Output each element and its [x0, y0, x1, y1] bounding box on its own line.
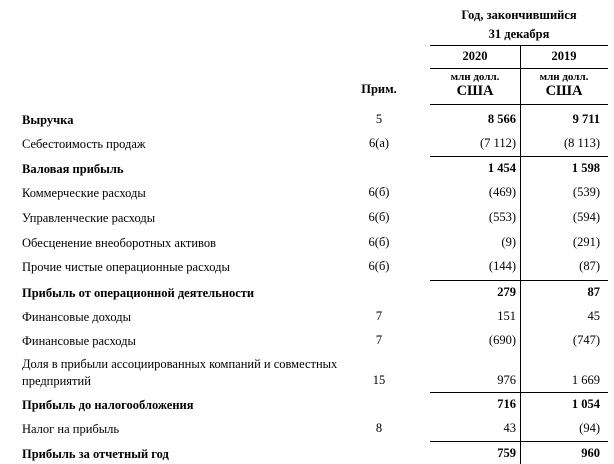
row-value-2019: 1 054: [571, 397, 600, 411]
unit-2019-small: млн долл.: [539, 71, 589, 83]
period-line-2: 31 декабря: [488, 27, 550, 41]
row-value-2020: (7 112): [480, 136, 516, 150]
note-column-header: Прим.: [361, 82, 397, 96]
row-label: Управленческие расходы: [22, 211, 156, 225]
row-value-2019: (539): [572, 185, 600, 199]
row-value-2020: 1 454: [487, 161, 516, 175]
row-note: 6(б): [368, 210, 390, 224]
row-label: Прочие чистые операционные расходы: [22, 260, 230, 274]
row-value-2019: 9 711: [572, 112, 600, 126]
row-note: 5: [375, 112, 383, 126]
subtotal-rule: [430, 280, 608, 281]
row-value-2020: 716: [497, 397, 516, 411]
row-value-2019: 45: [587, 309, 600, 323]
row-value-2020: (690): [488, 333, 516, 347]
row-label: Прибыль до налогообложения: [22, 398, 194, 412]
row-value-2019: 960: [581, 446, 600, 460]
row-label: Налог на прибыль: [22, 422, 120, 436]
unit-2020-big: США: [456, 83, 494, 99]
row-value-2020: (144): [488, 259, 516, 273]
row-note: 6(б): [368, 259, 390, 273]
row-label: Себестоимость продаж: [22, 137, 146, 151]
row-label: Обесценение внеоборотных активов: [22, 236, 216, 250]
row-value-2020: (469): [488, 185, 516, 199]
row-value-2019: (8 113): [564, 136, 600, 150]
row-note: 7: [375, 309, 383, 323]
row-label: Финансовые расходы: [22, 334, 136, 348]
header-rule-years: [430, 68, 608, 69]
row-note: 6(б): [368, 185, 390, 199]
row-value-2020: 279: [497, 285, 516, 299]
unit-2020-small: млн долл.: [450, 71, 500, 83]
row-label: Доля в прибыли ассоциированных компаний и совместных предприятий: [22, 357, 338, 388]
row-value-2019: 1 598: [571, 161, 600, 175]
period-line-1: Год, закончившийся: [461, 8, 577, 22]
row-note: 8: [375, 421, 383, 435]
row-label: Финансовые доходы: [22, 310, 131, 324]
row-label: Прибыль за отчетный год: [22, 447, 169, 461]
subtotal-rule: [430, 156, 608, 157]
header-rule-top: [430, 45, 608, 46]
row-label: Прибыль от операционной деятельности: [22, 286, 255, 300]
row-note: 15: [372, 373, 386, 387]
row-value-2020: 151: [497, 309, 516, 323]
row-value-2019: (94): [579, 421, 600, 435]
row-note: 6(а): [368, 136, 390, 150]
row-value-2019: (594): [572, 210, 600, 224]
row-note: 7: [375, 333, 383, 347]
row-value-2019: 87: [587, 285, 600, 299]
row-value-2019: 1 669: [571, 373, 600, 387]
unit-2019-header: [520, 71, 608, 99]
row-value-2020: 43: [503, 421, 516, 435]
unit-2019-big: США: [545, 83, 583, 99]
period-header: [430, 6, 608, 44]
row-value-2019: (87): [579, 259, 600, 273]
row-value-2020: (553): [488, 210, 516, 224]
subtotal-rule: [430, 441, 608, 442]
row-label: Выручка: [22, 113, 74, 127]
row-value-2020: 759: [497, 446, 516, 460]
row-value-2020: 976: [497, 373, 516, 387]
row-value-2019: (747): [572, 333, 600, 347]
subtotal-rule: [430, 392, 608, 393]
row-label: Валовая прибыль: [22, 162, 124, 176]
year-2020-header: 2020: [462, 49, 488, 63]
year-2019-header: 2019: [551, 49, 577, 63]
row-value-2020: (9): [501, 235, 516, 249]
row-note: 6(б): [368, 235, 390, 249]
row-label: Коммерческие расходы: [22, 186, 146, 200]
header-rule-bottom: [430, 104, 608, 105]
row-value-2019: (291): [572, 235, 600, 249]
row-value-2020: 8 566: [487, 112, 516, 126]
unit-2020-header: [430, 71, 520, 99]
